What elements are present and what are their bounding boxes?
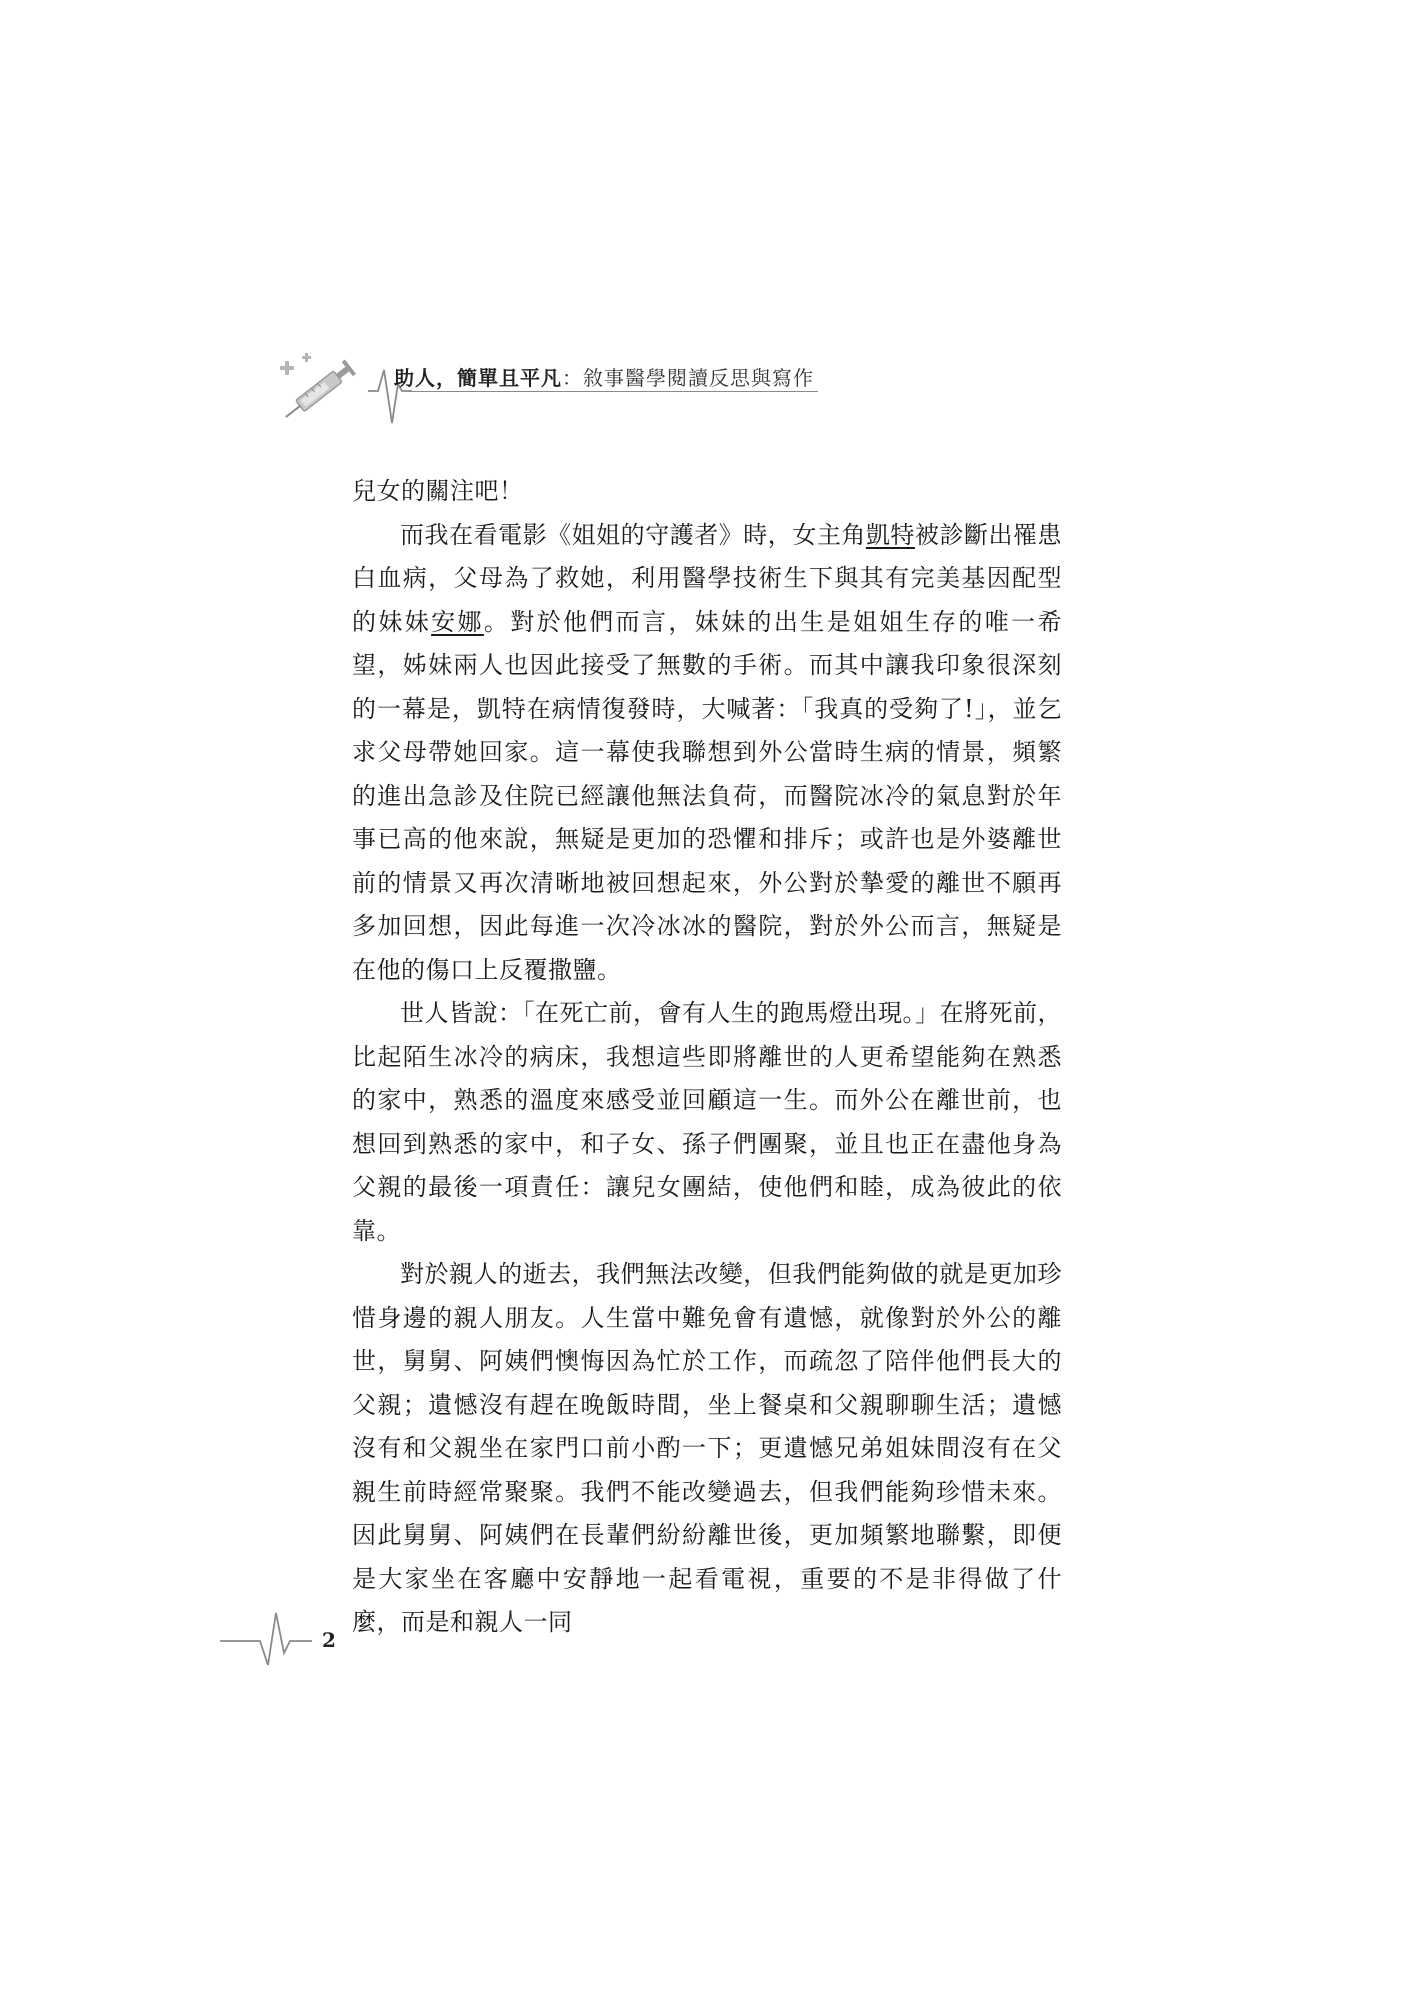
book-title: 助人，簡單且平凡 — [394, 366, 562, 390]
header-rule — [408, 391, 818, 392]
paragraph-3: 世人皆說：「在死亡前，會有人生的跑馬燈出現。」在將死前，比起陌生冰冷的病床，我想這些即將離世的人更希望能夠在熟悉的家中，熟悉的溫度來感受並回顧這一生。而外公在離世前，也想回到熟悉的家中，和子女、孫子們團聚，並且也正在盡他身為父親的最後一項責任：讓兒女團結，使他們和睦，成為彼此的依靠。 — [352, 999, 1062, 1245]
running-header — [394, 362, 814, 391]
heartbeat-line-icon — [220, 1605, 330, 1685]
paragraph-2-part-a: 而我在看電影《姐姐的守護者》時，女主角 — [400, 520, 866, 549]
character-name-anna: 安娜 — [431, 607, 484, 636]
paragraph-2-part-b: 被診斷出罹患白血病，父母為了救她，利用醫學技術生下與其有完美基因配型的妹妹 — [352, 520, 1063, 636]
character-name-kate: 凱特 — [865, 520, 915, 549]
page-number: 2 — [322, 1628, 336, 1652]
paragraph-2 — [352, 514, 1062, 993]
paragraph-2-part-c: 。對於他們而言，妹妹的出生是姐姐生存的唯一希望，姊妹兩人也因此接受了無數的手術。而其中讓我印象很深刻的一幕是，凱特在病情復發時，大喊著：「我真的受夠了!」，並乞求父母帶她回家。這一幕使我聯想到外公當時生病的情景，頻繁的進出急診及住院已經讓他無法負荷，而醫院冰冷的氣息對於年事已高的他來說，無疑是更加的恐懼和排斥；或許也是外婆離世前的情景又再次清晰地被回想起來，外公對於摯愛的離世不願再多加回想，因此每進一次冷冰冰的醫院，對於外公而言，無疑是在他的傷口上反覆撒鹽。 — [352, 607, 1063, 984]
body-text — [352, 470, 1062, 1645]
paragraph-1: 兒女的關注吧！ — [352, 477, 524, 505]
book-subtitle: 敘事醫學閱讀反思與寫作 — [583, 366, 814, 390]
syringe-icon — [262, 348, 412, 428]
title-separator: ： — [562, 366, 583, 390]
paragraph-4: 對於親人的逝去，我們無法改變，但我們能夠做的就是更加珍惜身邊的親人朋友。人生當中難免會有遺憾，就像對於外公的離世，舅舅、阿姨們懊悔因為忙於工作，而疏忽了陪伴他們長大的父親；遺憾沒有趕在晚飯時間，坐上餐桌和父親聊聊生活；遺憾沒有和父親坐在家門口前小酌一下；更遺憾兄弟姐妹間沒有在父親生前時經常聚聚。我們不能改變過去，但我們能夠珍惜未來。因此舅舅、阿姨們在長輩們紛紛離世後，更加頻繁地聯繫，即便是大家坐在客廳中安靜地一起看電視，重要的不是非得做了什麼，而是和親人一同 — [352, 1260, 1062, 1636]
plus-icon — [280, 353, 311, 375]
